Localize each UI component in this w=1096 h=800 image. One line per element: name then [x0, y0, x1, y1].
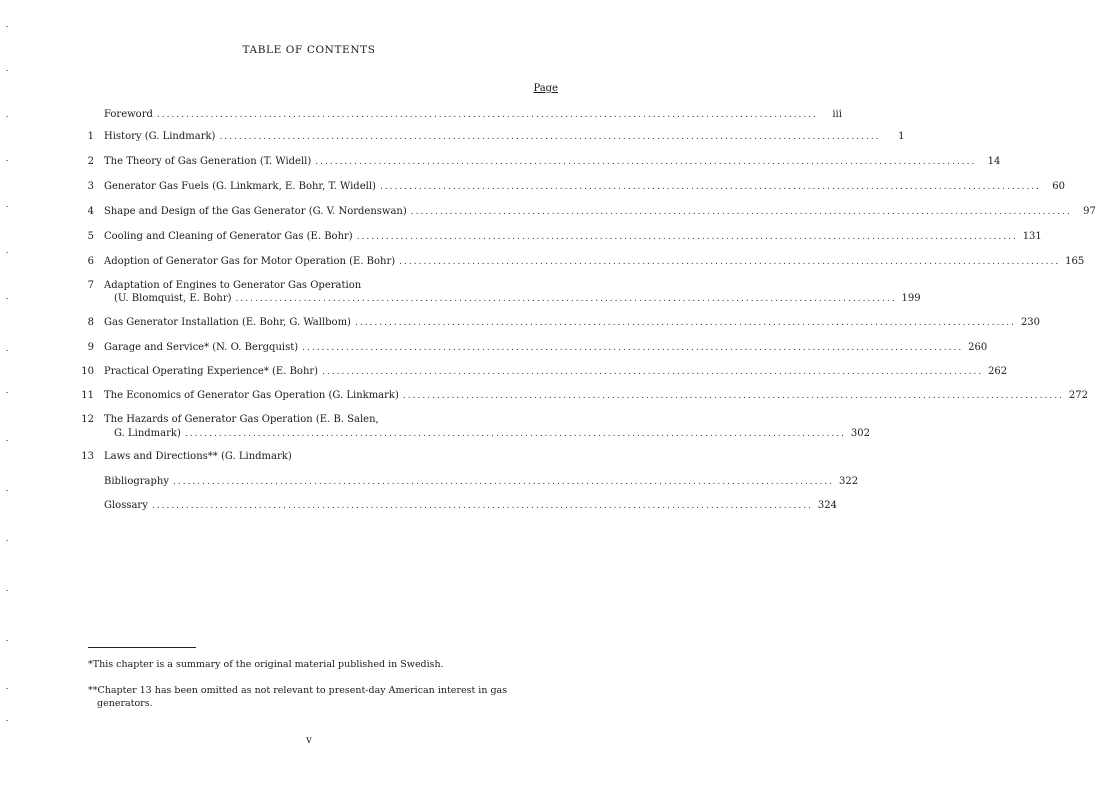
toc-entry-page: 322	[838, 476, 859, 487]
toc-entry-title: Cooling and Cleaning of Generator Gas (E. Bohr)	[104, 231, 353, 242]
dot-leader: ........................................................................................................................................	[322, 367, 984, 377]
toc-entry-title: Glossary	[104, 500, 148, 511]
scan-speck	[6, 350, 8, 351]
dot-leader: ........................................................................................................................................	[354, 318, 1017, 328]
toc-entry-title: Garage and Service* (N. O. Bergquist)	[104, 342, 299, 353]
page-title: TABLE OF CONTENTS	[242, 44, 376, 56]
toc-entry-title: History (G. Lindmark)	[104, 131, 216, 142]
toc-entry-page: 97	[1083, 206, 1096, 217]
scan-speck	[6, 720, 8, 721]
scan-speck	[6, 70, 8, 71]
toc-entry-page: 324	[817, 500, 837, 511]
toc-entry-page: 60	[1052, 181, 1066, 192]
toc-entry-page: 230	[1020, 317, 1041, 328]
toc-entry-page: 199	[901, 293, 921, 304]
toc-entry-number: 6	[87, 256, 94, 267]
dot-leader: ........................................................................................................................................	[410, 207, 1072, 217]
toc-entry-title: Laws and Directions** (G. Lindmark)	[104, 451, 292, 462]
scan-speck	[6, 540, 8, 541]
scan-speck	[6, 116, 8, 117]
toc-entry-number: 3	[87, 181, 94, 192]
toc-entry-page: 1	[898, 131, 905, 142]
dot-leader: ........................................................................................................................................	[356, 232, 1018, 242]
dot-leader: ........................................................................................................................................	[402, 391, 1064, 401]
dot-leader: ........................................................................................................................................	[156, 110, 818, 120]
toc-entry-title: Generator Gas Fuels (G. Linkmark, E. Bohr, T. Widell)	[104, 181, 376, 192]
toc-entry-title: Adoption of Generator Gas for Motor Operation (E. Bohr)	[104, 256, 396, 267]
toc-entry-number: 9	[87, 342, 94, 353]
footnote-rule	[88, 647, 196, 648]
page-column-header: Page	[533, 83, 558, 94]
toc-entry-title: The Theory of Gas Generation (T. Widell)	[104, 156, 312, 167]
scan-speck	[6, 252, 8, 253]
scan-speck	[6, 298, 8, 299]
toc-entry-number: 11	[81, 390, 94, 401]
footnote-text: *This chapter is a summary of the original material published in Swedish.	[88, 659, 444, 670]
toc-entry-title: Bibliography	[104, 476, 169, 487]
toc-entry-page: iii	[832, 109, 842, 120]
footnote-text-cont: generators.	[97, 698, 153, 709]
toc-entry-title: Adaptation of Engines to Generator Gas Operation	[104, 280, 362, 291]
footnote	[88, 658, 568, 671]
toc-entry-number: 4	[87, 206, 94, 217]
toc-entry-title: Shape and Design of the Gas Generator (G. V. Nordenswan)	[104, 206, 407, 217]
dot-leader: ........................................................................................................................................	[302, 343, 964, 353]
toc-entry-page: 165	[1065, 256, 1085, 267]
toc-entry-title-cont: (U. Blomquist, E. Bohr)	[114, 293, 232, 304]
dot-leader: ........................................................................................................................................	[235, 294, 897, 304]
toc-entry-number: 2	[87, 156, 94, 167]
toc-entry-page: 131	[1022, 231, 1042, 242]
scan-speck	[6, 440, 8, 441]
page-number: v	[306, 735, 312, 746]
toc-entry-number: 12	[81, 414, 94, 425]
toc-entry-page: 302	[850, 428, 870, 439]
scan-speck	[6, 26, 8, 27]
toc-entry-title-cont: G. Lindmark)	[114, 428, 181, 439]
toc-entry-title: The Hazards of Generator Gas Operation (E. B. Salen,	[104, 414, 379, 425]
dot-leader: ........................................................................................................................................	[399, 257, 1061, 267]
toc-entry-number: 5	[87, 231, 94, 242]
toc-entry-page: 14	[987, 156, 1001, 167]
toc-entry-number: 10	[81, 366, 94, 377]
scan-speck	[6, 688, 8, 689]
toc-entry-title: The Economics of Generator Gas Operation (G. Linkmark)	[104, 390, 399, 401]
scan-speck	[6, 590, 8, 591]
dot-leader: ........................................................................................................................................	[184, 429, 846, 439]
dot-leader: ........................................................................................................................................	[173, 477, 835, 487]
dot-leader: ........................................................................................................................................	[151, 501, 813, 511]
dot-leader: ........................................................................................................................................	[219, 132, 881, 142]
toc-entry-title: Practical Operating Experience* (E. Bohr)	[104, 366, 319, 377]
scan-speck	[6, 392, 8, 393]
toc-entry-page: 272	[1068, 390, 1088, 401]
scan-speck	[6, 640, 8, 641]
footnote-text: **Chapter 13 has been omitted as not relevant to present-day American interest in gas	[88, 685, 508, 696]
toc-entry-number: 1	[87, 131, 94, 142]
scan-speck	[6, 206, 8, 207]
toc-entry-number: 7	[87, 280, 94, 291]
toc-entry-page: 260	[968, 342, 988, 353]
scan-speck	[6, 490, 8, 491]
toc-entry-page: 262	[988, 366, 1008, 377]
toc-entry-title: Gas Generator Installation (E. Bohr, G. Wallbom)	[104, 317, 351, 328]
toc-entry-number: 13	[81, 451, 94, 462]
toc-entry-number: 8	[87, 317, 94, 328]
footnote	[88, 684, 568, 710]
dot-leader: ........................................................................................................................................	[315, 157, 977, 167]
scan-speck	[6, 160, 8, 161]
scan-margin-marks	[6, 20, 14, 780]
dot-leader: ........................................................................................................................................	[379, 182, 1042, 192]
toc-entry-title: Foreword	[104, 109, 153, 120]
